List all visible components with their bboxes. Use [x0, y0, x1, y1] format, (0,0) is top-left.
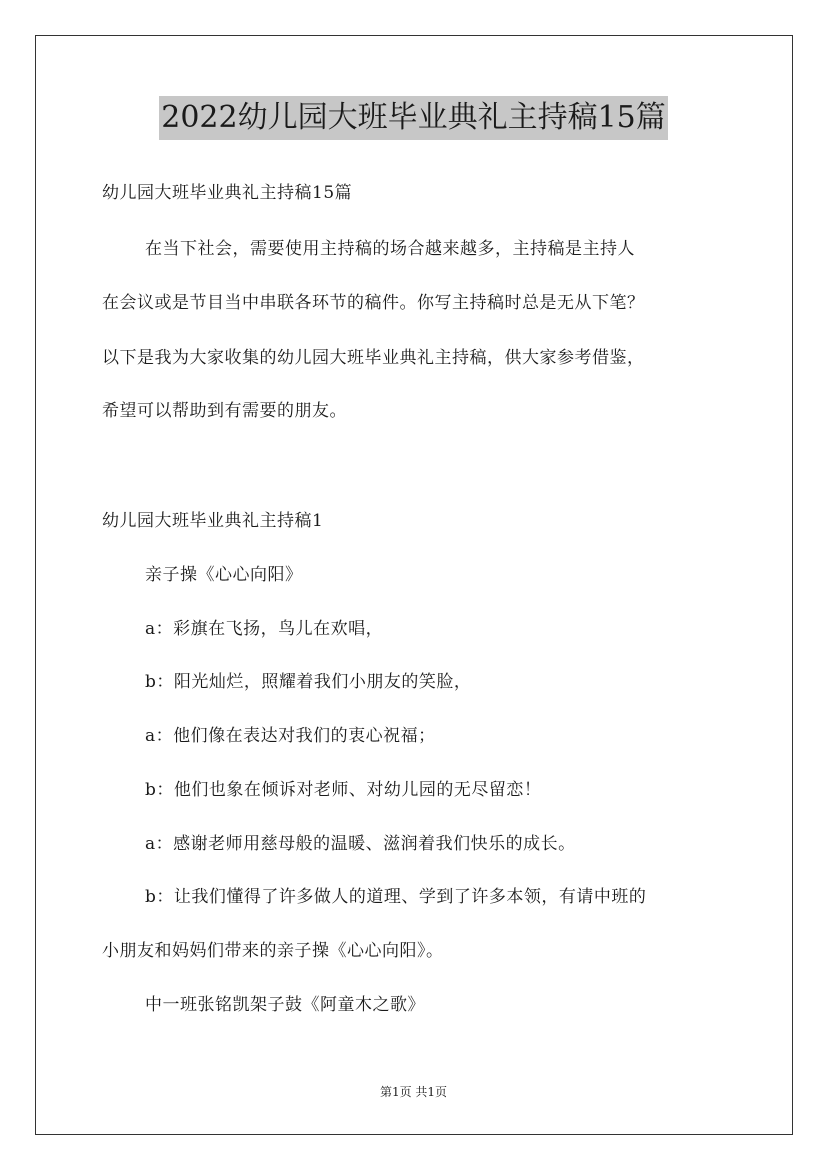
section-heading: 幼儿园大班毕业典礼主持稿1 [102, 511, 324, 531]
body-line: b：让我们懂得了许多做人的道理、学到了许多本领，有请中班的 [145, 887, 647, 907]
body-line: a：他们像在表达对我们的衷心祝福； [145, 726, 436, 746]
body-line: a：感谢老师用慈母般的温暖、滋润着我们快乐的成长。 [145, 834, 576, 854]
intro-line: 希望可以帮助到有需要的朋友。 [102, 401, 347, 421]
page-footer: 第1页 共1页 [379, 1085, 448, 1099]
intro-line: 在会议或是节目当中串联各环节的稿件。你写主持稿时总是无从下笔？ [102, 293, 645, 313]
body-line: a：彩旗在飞扬，鸟儿在欢唱， [145, 619, 384, 639]
title-container [0, 96, 827, 140]
intro-line: 在当下社会，需要使用主持稿的场合越来越多，主持稿是主持人 [145, 239, 635, 259]
intro-line: 以下是我为大家收集的幼儿园大班毕业典礼主持稿，供大家参考借鉴， [102, 348, 645, 368]
body-line: 亲子操《心心向阳》 [145, 565, 303, 585]
document-title: 2022幼儿园大班毕业典礼主持稿15篇 [159, 96, 668, 140]
body-line: 中一班张铭凯架子鼓《阿童木之歌》 [145, 995, 425, 1015]
body-line: 小朋友和妈妈们带来的亲子操《心心向阳》。 [102, 941, 444, 961]
document-subtitle: 幼儿园大班毕业典礼主持稿15篇 [102, 183, 353, 203]
body-line: b：他们也象在倾诉对老师、对幼儿园的无尽留恋！ [145, 780, 542, 800]
body-line: b：阳光灿烂，照耀着我们小朋友的笑脸， [145, 672, 472, 692]
